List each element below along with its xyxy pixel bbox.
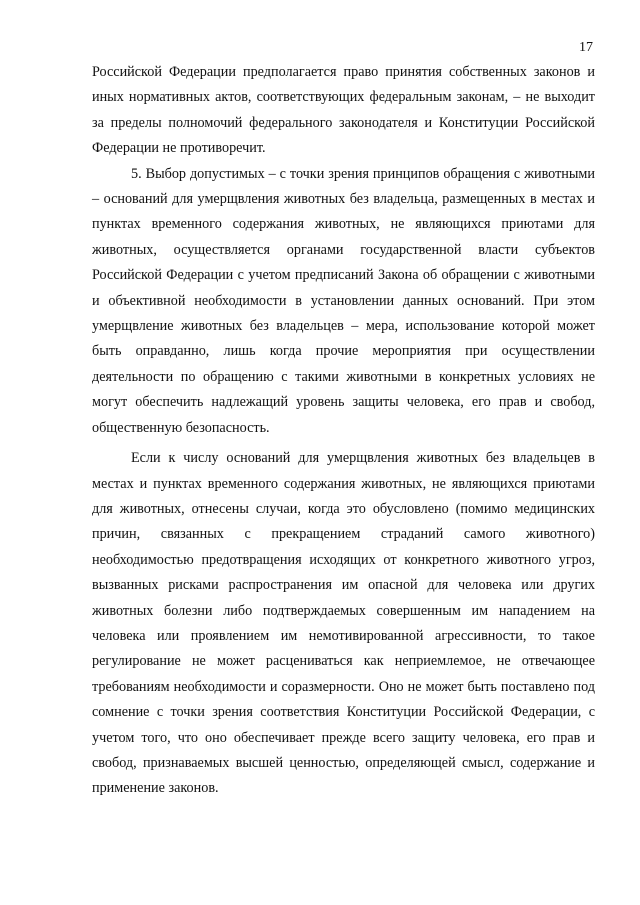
page-number: 17	[579, 40, 593, 55]
paragraph-grounds: Если к числу оснований для умерщвления животных без владельцев в местах и пунктах временного содержания животных, не являющихся приютами для животных, отнесены случаи, когда это обусловлено (помимо медицинских причин, связанных с прекращением страданий самого животного) необходимостью предотвращения исходящих от конкретного животного угроз, вызванных рисками распространения им опасной для человека или других животных болезни либо подтверждаемых совершенным им нападением на человека или проявлением им немотивированной агрессивности, то такое регулирование не может расцениваться как неприемлемое, не отвечающее требованиям необходимости и соразмерности. Оно не может быть поставлено под сомнение с точки зрения соответствия Конституции Российской Федерации, с учетом того, что оно обеспечивает прежде всего защиту человека, его прав и свобод, признаваемых высшей ценностью, определяющей смысл, содержание и применение законов.	[92, 450, 595, 797]
paragraph-item-5: 5. Выбор допустимых – с точки зрения принципов обращения с животными – оснований для умерщвления животных без владельца, размещенных в местах и пунктах временного содержания животных, не являющихся приютами для животных, осуществляется органами государственной власти субъектов Российской Федерации с учетом предписаний Закона об обращении с животными и объективной необходимости в установлении данных оснований. При этом умерщвление животных без владельцев – мера, использование которой может быть оправданно, лишь когда прочие мероприятия при осуществлении деятельности по обращению с такими животными в конкретных условиях не могут обеспечить надлежащий уровень защиты человека, его прав и свобод, общественную безопасность.	[92, 165, 595, 436]
document-body	[92, 60, 595, 802]
paragraph-continuation: Российской Федерации предполагается право принятия собственных законов и иных нормативных актов, соответствующих федеральным законам, – не выходит за пределы полномочий федерального законодателя и Конституции Российской Федерации не противоречит.	[92, 64, 595, 157]
